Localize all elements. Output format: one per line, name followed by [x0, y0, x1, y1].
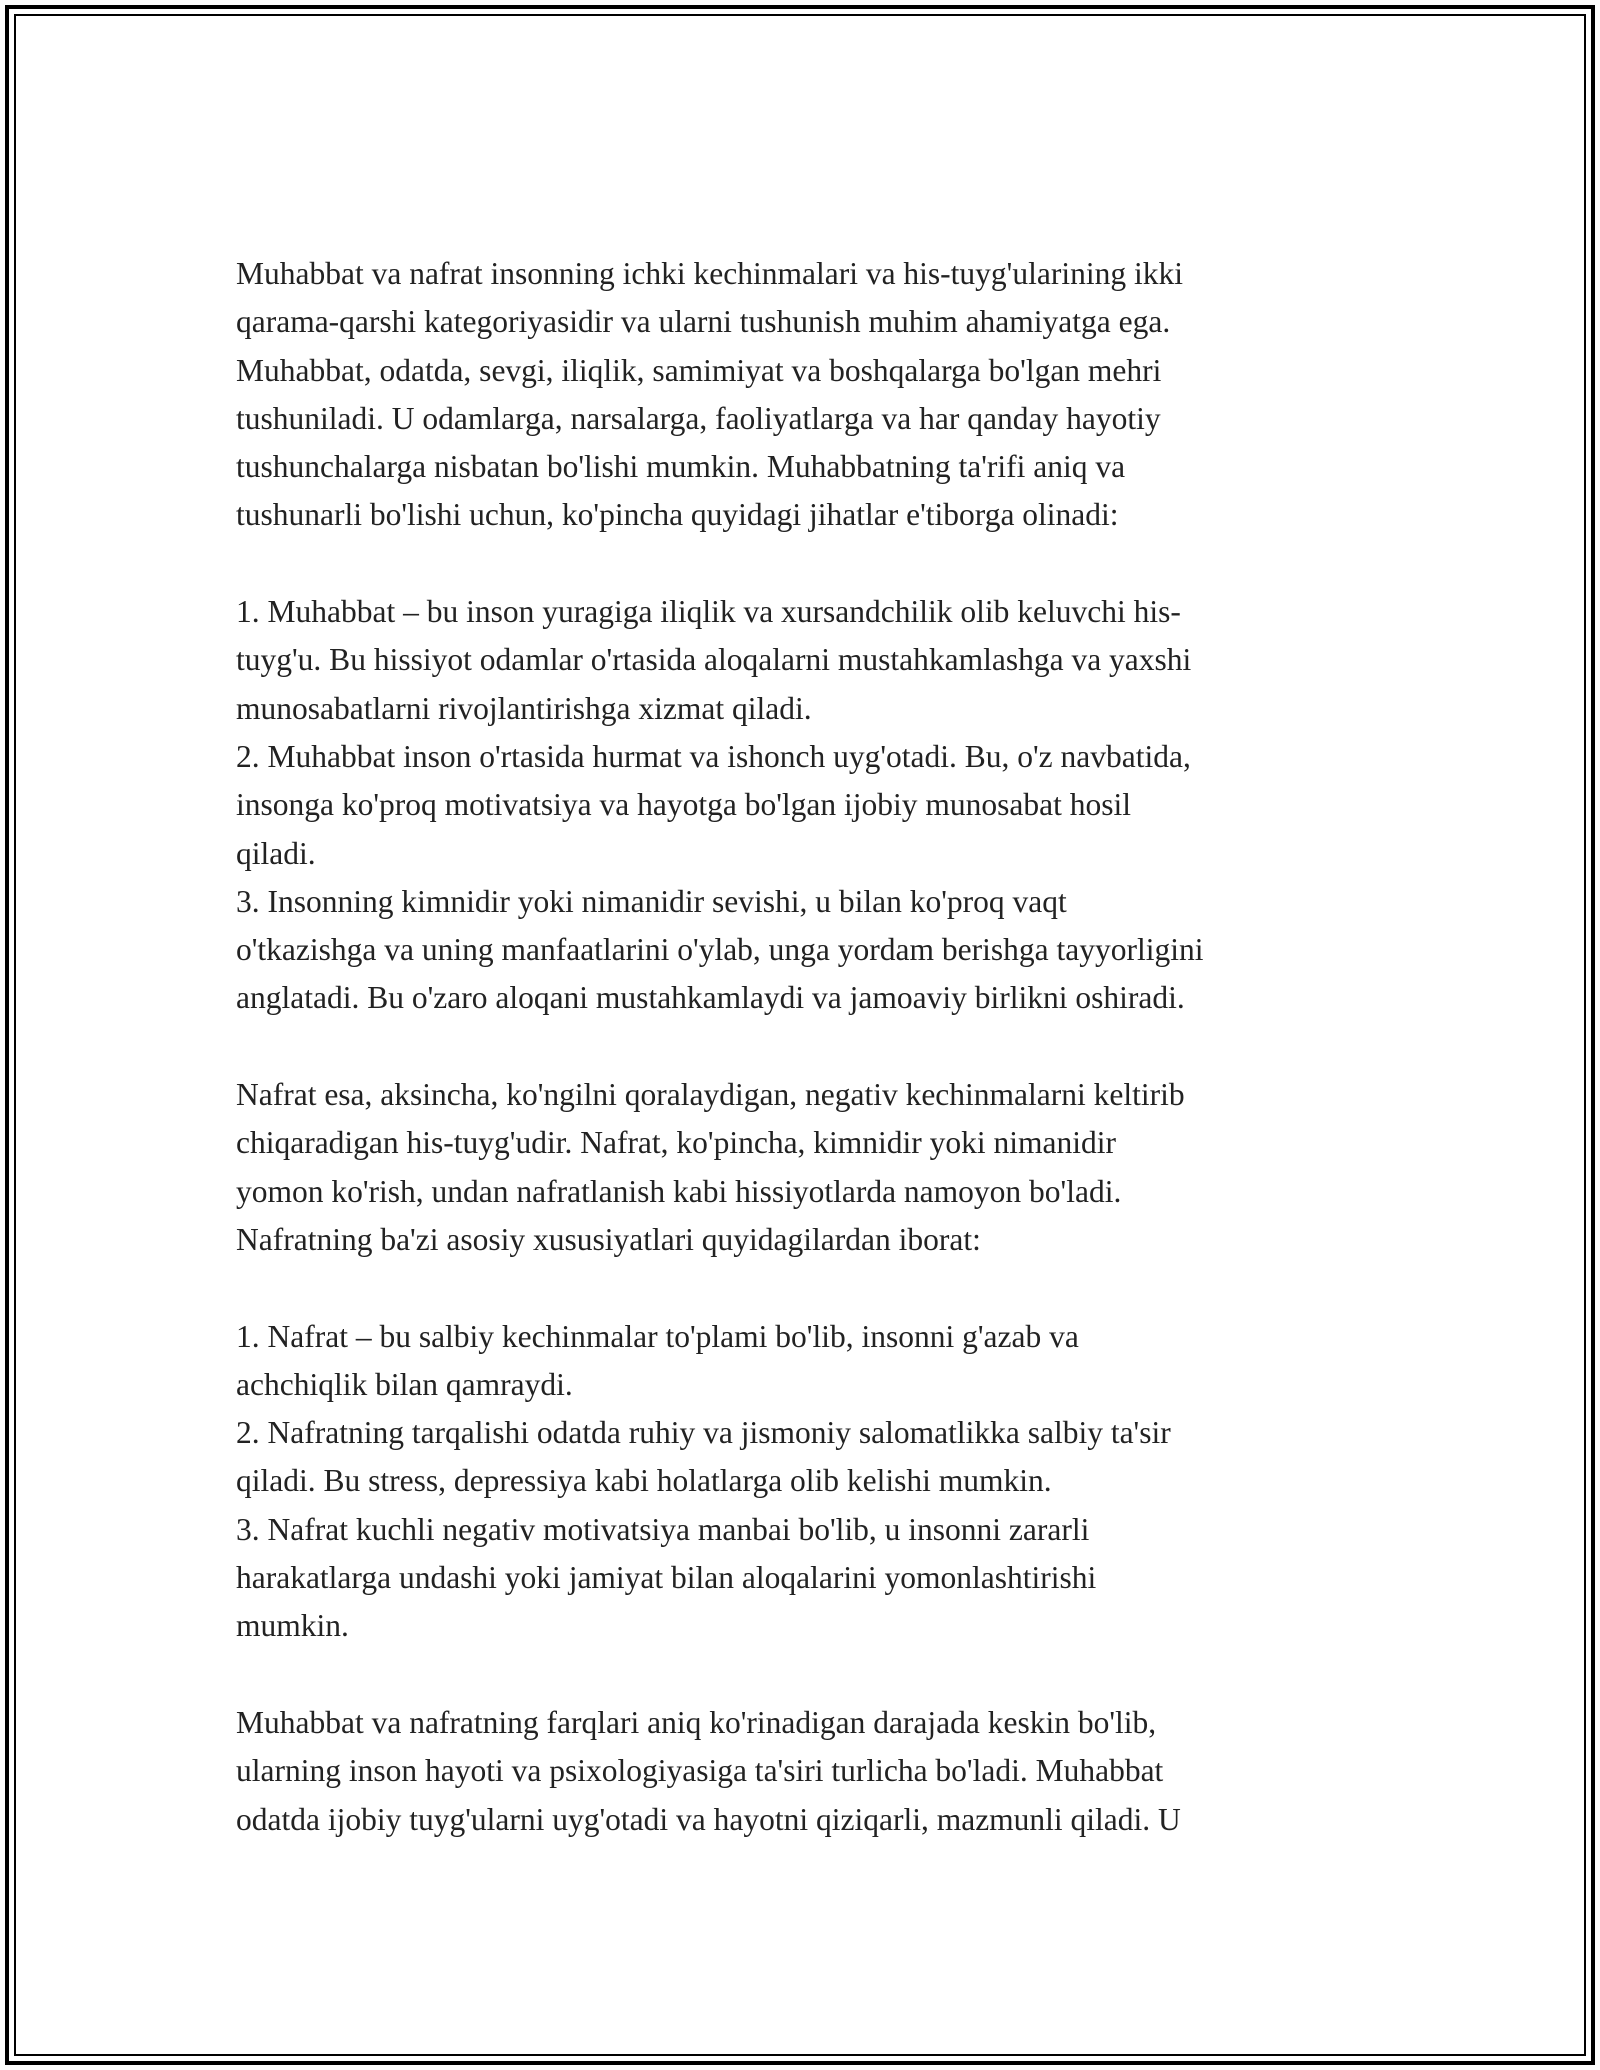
paragraph-gap [236, 1651, 1376, 1699]
paragraph-gap [236, 1023, 1376, 1071]
paragraph-gap [236, 540, 1376, 588]
paragraph-gap [236, 1264, 1376, 1312]
text-line: 1. Muhabbat – bu inson yuragiga iliqlik va xursandchilik olib keluvchi his- [236, 594, 1181, 630]
text-line: Muhabbat va nafratning farqlari aniq ko'rinadigan darajada keskin bo'lib, [236, 1704, 1157, 1740]
text-line: ularning inson hayoti va psixologiyasiga ta'siri turlicha bo'ladi. Muhabbat [236, 1753, 1164, 1789]
text-line: yomon ko'rish, undan nafratlanish kabi hissiyotlarda namoyon bo'ladi. [236, 1173, 1122, 1209]
text-line: tushunarli bo'lishi uchun, ko'pincha quyidagi jihatlar e'tiborga olinadi: [236, 497, 1119, 533]
text-line: 1. Nafrat – bu salbiy kechinmalar to'plami bo'lib, insonni g'azab va [236, 1318, 1079, 1354]
text-line: Nafratning ba'zi asosiy xususiyatlari quyidagilardan iborat: [236, 1221, 981, 1257]
text-line: 3. Nafrat kuchli negativ motivatsiya manbai bo'lib, u insonni zararli [236, 1511, 1090, 1547]
text-line: insonga ko'proq motivatsiya va hayotga bo'lgan ijobiy munosabat hosil [236, 787, 1131, 823]
text-line: tuyg'u. Bu hissiyot odamlar o'rtasida aloqalarni mustahkamlashga va yaxshi [236, 642, 1192, 678]
text-line: harakatlarga undashi yoki jamiyat bilan aloqalarini yomonlashtirishi [236, 1560, 1097, 1596]
text-line: 2. Muhabbat inson o'rtasida hurmat va ishonch uyg'otadi. Bu, o'z navbatida, [236, 738, 1191, 774]
text-line: tushuniladi. U odamlarga, narsalarga, faoliyatlarga va har qanday hayotiy [236, 400, 1161, 436]
text-line: qiladi. Bu stress, depressiya kabi holatlarga olib kelishi mumkin. [236, 1463, 1052, 1499]
text-line: tushunchalarga nisbatan bo'lishi mumkin. Muhabbatning ta'rifi aniq va [236, 449, 1126, 485]
text-line: Nafrat esa, aksincha, ko'ngilni qoralaydigan, negativ kechinmalarni keltirib [236, 1077, 1185, 1113]
text-line: munosabatlarni rivojlantirishga xizmat qiladi. [236, 690, 812, 726]
text-line: o'tkazishga va uning manfaatlarini o'ylab, unga yordam berishga tayyorligini [236, 932, 1204, 968]
text-line: qiladi. [236, 835, 316, 871]
document-body [236, 250, 1376, 1844]
text-line: 3. Insonning kimnidir yoki nimanidir sevishi, u bilan ko'proq vaqt [236, 883, 1067, 919]
text-line: Muhabbat, odatda, sevgi, iliqlik, samimiyat va boshqalarga bo'lgan mehri [236, 352, 1162, 388]
text-line: odatda ijobiy tuyg'ularni uyg'otadi va hayotni qiziqarli, mazmunli qiladi. U [236, 1801, 1181, 1837]
text-line: qarama-qarshi kategoriyasidir va ularni tushunish muhim ahamiyatga ega. [236, 304, 1171, 340]
text-line: achchiqlik bilan qamraydi. [236, 1366, 573, 1402]
text-line: chiqaradigan his-tuyg'udir. Nafrat, ko'pincha, kimnidir yoki nimanidir [236, 1125, 1117, 1161]
text-line: 2. Nafratning tarqalishi odatda ruhiy va jismoniy salomatlikka salbiy ta'sir [236, 1415, 1171, 1451]
text-line: anglatadi. Bu o'zaro aloqani mustahkamlaydi va jamoaviy birlikni oshiradi. [236, 980, 1185, 1016]
text-line: Muhabbat va nafrat insonning ichki kechinmalari va his-tuyg'ularining ikki [236, 256, 1183, 291]
text-line: mumkin. [236, 1608, 349, 1644]
